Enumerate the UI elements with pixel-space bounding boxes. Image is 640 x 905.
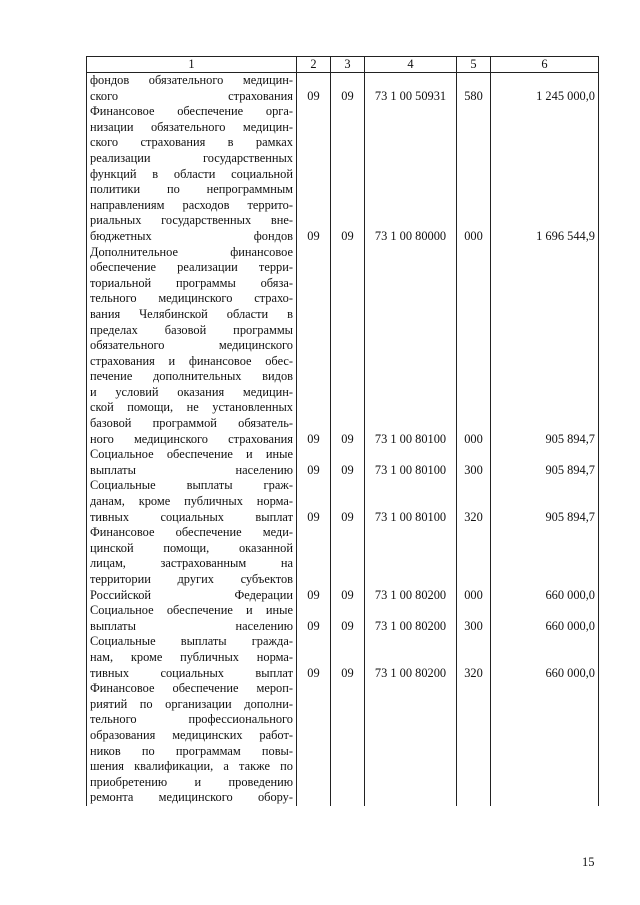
budget-table xyxy=(86,56,599,806)
row-expense-type: 300 xyxy=(457,603,491,634)
row-amount: 1 696 544,9 xyxy=(491,104,599,244)
row-section: 09 xyxy=(297,478,331,525)
row-name: Финансовое обеспечение меди- цинской помощи, оказанной лицам, застрахованным на территории других субъектов Российской Федерации xyxy=(90,525,293,602)
row-subsection: 09 xyxy=(331,603,365,634)
row-section xyxy=(297,681,331,806)
row-expense-type: 000 xyxy=(457,104,491,244)
row-name: Социальное обеспечение и иные выплаты населению xyxy=(90,603,293,633)
budget-table-container xyxy=(86,56,598,846)
row-expense-type: 000 xyxy=(457,525,491,603)
row-expense-type: 000 xyxy=(457,245,491,448)
row-subsection: 09 xyxy=(331,525,365,603)
column-header-amount: 6 xyxy=(491,57,599,73)
row-amount: 905 894,7 xyxy=(491,478,599,525)
table-body xyxy=(87,73,599,806)
row-name: Финансовое обеспечение орга- низации обязательного медицин- ского страхования в рамках реализации государственных функций в области социальной политики по непрограммным направлениям расходов террито- риальных государственных вне- бюджетных фондов xyxy=(90,104,293,243)
row-subsection: 09 xyxy=(331,634,365,681)
column-header-target-code: 4 xyxy=(365,57,457,73)
row-name: Социальные выплаты гражда- нам, кроме публичных норма- тивных социальных выплат xyxy=(90,634,293,680)
row-name: Социальное обеспечение и иные выплаты населению xyxy=(90,447,293,477)
row-expense-type xyxy=(457,681,491,806)
row-amount xyxy=(491,681,599,806)
table-header-row xyxy=(87,57,599,73)
row-target-code xyxy=(365,681,457,806)
table-row xyxy=(87,478,599,525)
table-row xyxy=(87,104,599,244)
table-row xyxy=(87,603,599,634)
row-subsection: 09 xyxy=(331,245,365,448)
table-row xyxy=(87,525,599,603)
row-amount: 905 894,7 xyxy=(491,245,599,448)
column-header-section: 2 xyxy=(297,57,331,73)
row-amount: 660 000,0 xyxy=(491,603,599,634)
row-expense-type: 580 xyxy=(457,73,491,105)
row-section: 09 xyxy=(297,525,331,603)
table-row xyxy=(87,245,599,448)
row-name: Социальные выплаты граж- данам, кроме публичных норма- тивных социальных выплат xyxy=(90,478,293,524)
row-target-code: 73 1 00 80000 xyxy=(365,104,457,244)
row-subsection: 09 xyxy=(331,73,365,105)
row-subsection: 09 xyxy=(331,478,365,525)
row-expense-type: 320 xyxy=(457,634,491,681)
row-subsection: 09 xyxy=(331,447,365,478)
row-target-code: 73 1 00 80100 xyxy=(365,478,457,525)
row-target-code: 73 1 00 50931 xyxy=(365,73,457,105)
row-amount: 905 894,7 xyxy=(491,447,599,478)
row-expense-type: 320 xyxy=(457,478,491,525)
row-section: 09 xyxy=(297,245,331,448)
row-target-code: 73 1 00 80200 xyxy=(365,525,457,603)
row-amount: 660 000,0 xyxy=(491,634,599,681)
row-target-code: 73 1 00 80200 xyxy=(365,634,457,681)
table-row xyxy=(87,447,599,478)
row-name: фондов обязательного медицин- ского страхования xyxy=(90,73,293,103)
row-section: 09 xyxy=(297,447,331,478)
table-row xyxy=(87,681,599,806)
page-number: 15 xyxy=(582,855,595,869)
table-row xyxy=(87,634,599,681)
row-name: Финансовое обеспечение мероп- риятий по организации дополни- тельного профессионального образования медицинских работ- ников по программам повы- шения квалификации, а также по приобретению и проведению ремонта медицинского обору- xyxy=(90,681,293,805)
table-row xyxy=(87,73,599,105)
row-target-code: 73 1 00 80200 xyxy=(365,603,457,634)
row-name: Дополнительное финансовое обеспечение реализации терри- ториальной программы обяза- тельного медицинского страхо- вания Челябинской области в пределах базовой программы обязательного медицинского страхования и финансовое обес- печение дополнительных видов и условий оказания медицин- ской помощи, не установленных базовой программой обязатель- ного медицинского страхования xyxy=(90,244,293,446)
row-amount: 660 000,0 xyxy=(491,525,599,603)
row-section: 09 xyxy=(297,634,331,681)
row-expense-type: 300 xyxy=(457,447,491,478)
column-header-expense-type: 5 xyxy=(457,57,491,73)
row-section: 09 xyxy=(297,603,331,634)
row-section: 09 xyxy=(297,73,331,105)
row-target-code: 73 1 00 80100 xyxy=(365,447,457,478)
column-header-name: 1 xyxy=(87,57,297,73)
row-subsection xyxy=(331,681,365,806)
column-header-subsection: 3 xyxy=(331,57,365,73)
row-amount: 1 245 000,0 xyxy=(491,73,599,105)
row-target-code: 73 1 00 80100 xyxy=(365,245,457,448)
row-section: 09 xyxy=(297,104,331,244)
row-subsection: 09 xyxy=(331,104,365,244)
